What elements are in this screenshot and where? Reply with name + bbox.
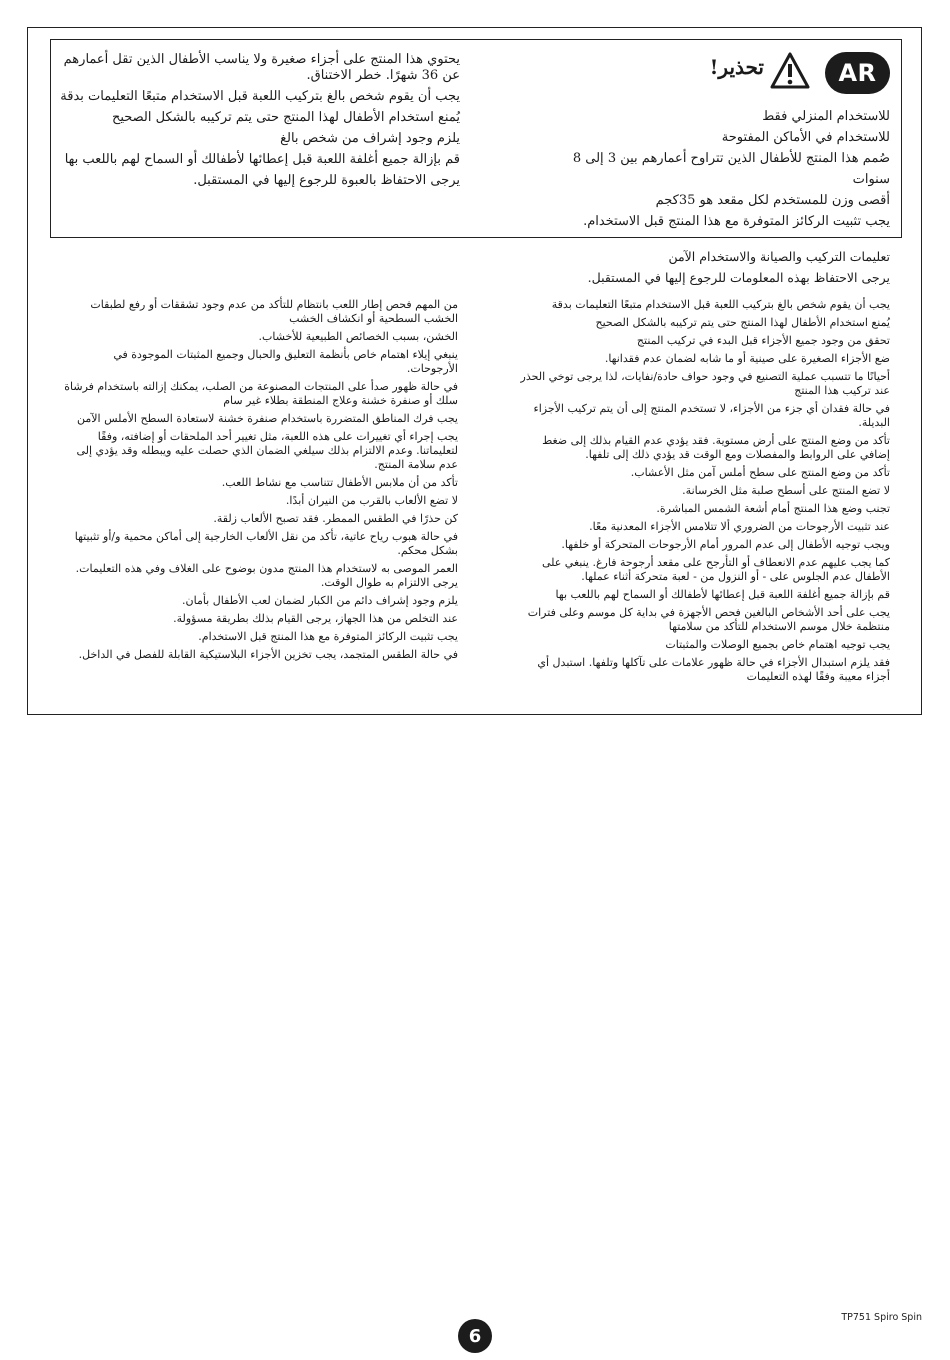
- list-item: العمر الموصى به لاستخدام هذا المنتج مدون بوضوح على الغلاف وفي هذه التعليمات. يرجى الالتزام به طوال الوقت.: [75, 562, 458, 589]
- warning-title: تحذير!: [709, 55, 764, 79]
- list-item: يُمنع استخدام الأطفال لهذا المنتج حتى يتم تركيبه بالشكل الصحيح: [111, 110, 460, 125]
- list-item: يلزم وجود إشراف دائم من الكبار لضمان لعب الأطفال بأمان.: [182, 594, 458, 607]
- list-item: لا تضع المنتج على أسطح صلبة مثل الخرسانة.: [682, 484, 890, 497]
- list-item: يجب أن يقوم شخص بالغ بتركيب اللعبة قبل الاستخدام متبعًا التعليمات بدقة: [60, 89, 460, 104]
- list-item: تجنب وضع هذا المنتج أمام أشعة الشمس المباشرة.: [656, 502, 890, 515]
- list-item: ينبغي إيلاء اهتمام خاص بأنظمة التعليق والحبال وجميع المثبتات الموجودة في الأرجوحات.: [113, 348, 458, 375]
- list-item: لا تضع الألعاب بالقرب من النيران أبدًا.: [285, 494, 458, 507]
- list-item: أحيانًا ما تتسبب عملية التصنيع في وجود حواف حادة/نفايات، لذا يرجى توخي الحذر عند تركيب هذا المنتج: [520, 370, 890, 397]
- list-item: يحتوي هذا المنتج على أجزاء صغيرة ولا يناسب الأطفال الذين تقل أعمارهم عن 36 شهرًا. خطر الاختناق.: [63, 52, 460, 83]
- list-item: يجب توجيه اهتمام خاص بجميع الوصلات والمثبتات: [665, 638, 890, 651]
- list-item: في حالة هبوب رياح عاتية، تأكد من نقل الألعاب الخارجية إلى أماكن محمية و/أو تثبيتها بشكل محكم.: [74, 530, 458, 557]
- warning-list-left: [60, 52, 460, 194]
- list-item: يلزم وجود إشراف من شخص بالغ: [280, 131, 460, 146]
- list-item: قم بإزالة جميع أغلفة اللعبة قبل إعطائها لأطفالك أو السماح لهم باللعب بها: [555, 588, 890, 601]
- list-item: يجب أن يقوم شخص بالغ بتركيب اللعبة قبل الاستخدام متبعًا التعليمات بدقة: [551, 298, 890, 311]
- list-item: في حالة ظهور صدأ على المنتجات المصنوعة من الصلب، يمكنك إزالته باستخدام فرشاة سلك أو صنفرة خشنة وعلاج المنطقة بطلاء غير سام: [64, 380, 458, 407]
- list-item: يجب تثبيت الركائز المتوفرة مع هذا المنتج قبل الاستخدام.: [198, 630, 458, 643]
- list-item: يجب تثبيت الركائز المتوفرة مع هذا المنتج قبل الاستخدام.: [583, 214, 890, 229]
- list-item: تحقق من وجود جميع الأجزاء قبل البدء في تركيب المنتج: [636, 334, 890, 347]
- instructions-title: تعليمات التركيب والصيانة والاستخدام الآمن: [668, 249, 890, 264]
- page-number: 6: [458, 1319, 492, 1353]
- warning-triangle-icon: [770, 52, 810, 90]
- list-item: كن حذرًا في الطقس الممطر. فقد تصبح الألعاب زلقة.: [213, 512, 458, 525]
- list-item: يجب إجراء أي تغييرات على هذه اللعبة، مثل تغيير أحد الملحقات أو إضافته، وفقًا لتعليماتنا. وعدم الالتزام بذلك سيلغي الضمان الذي حصلت عليه ويبطله وقد يؤدي إلى عدم سلامة المنتج.: [76, 430, 458, 471]
- list-item: تأكد من وضع المنتج على أرض مستوية. فقد يؤدي عدم القيام بذلك إلى ضغط إضافي على الروابط والمفصلات ومع الوقت قد يؤدي ذلك إلى تلفها.: [542, 434, 890, 461]
- list-item: يجب فرك المناطق المتضررة باستخدام صنفرة خشنة لاستعادة السطح الأملس الآمن: [77, 412, 458, 425]
- instructions-list-left: [60, 298, 458, 666]
- list-item: يرجى الاحتفاظ بالعبوة للرجوع إليها في المستقبل.: [193, 173, 460, 188]
- list-item: تأكد من أن ملابس الأطفال تتناسب مع نشاط اللعب.: [221, 476, 458, 489]
- list-item: عند تثبيت الأرجوحات من الضروري ألا تتلامس الأجزاء المعدنية معًا.: [589, 520, 890, 533]
- list-item: في حالة فقدان أي جزء من الأجزاء، لا تستخدم المنتج إلى أن يتم تركيب الأجزاء البديلة.: [533, 402, 890, 429]
- footer-model: TP751 Spiro Spin: [841, 1312, 922, 1323]
- list-item: قم بإزالة جميع أغلفة اللعبة قبل إعطائها لأطفالك أو السماح لهم باللعب بها: [64, 152, 460, 167]
- instructions-subtitle: يرجى الاحتفاظ بهذه المعلومات للرجوع إليها في المستقبل.: [587, 270, 890, 285]
- list-item: ضع الأجزاء الصغيرة على صينية أو ما شابه لضمان عدم فقدانها.: [604, 352, 890, 365]
- list-item: عند التخلص من هذا الجهاز، يرجى القيام بذلك بطريقة مسؤولة.: [173, 612, 458, 625]
- list-item: ويجب توجيه الأطفال إلى عدم المرور أمام الأرجوحات المتحركة أو خلفها.: [561, 538, 890, 551]
- list-item: صُمم هذا المنتج للأطفال الذين تتراوح أعمارهم بين 3 إلى 8 سنوات: [572, 151, 890, 187]
- list-item: يُمنع استخدام الأطفال لهذا المنتج حتى يتم تركيبه بالشكل الصحيح: [595, 316, 890, 329]
- list-item: أقصى وزن للمستخدم لكل مقعد هو 35كجم: [655, 193, 890, 208]
- list-item: الخشن، بسبب الخصائص الطبيعية للأخشاب.: [258, 330, 458, 343]
- list-item: يجب على أحد الأشخاص البالغين فحص الأجهزة في بداية كل موسم وعلى فترات منتظمة خلال موسم الاستخدام للتأكد من سلامتها: [527, 606, 890, 633]
- list-item: فقد يلزم استبدال الأجزاء في حالة ظهور علامات على تآكلها وتلفها. استبدل أي أجزاء معيبة وفقًا لهذه التعليمات: [537, 656, 890, 683]
- warning-list-right: [560, 106, 890, 232]
- instructions-list-right: [510, 298, 890, 688]
- language-badge: AR: [825, 52, 890, 94]
- list-item: للاستخدام المنزلي فقط: [762, 109, 890, 124]
- list-item: في حالة الطقس المتجمد، يجب تخزين الأجزاء البلاستيكية القابلة للفصل في الداخل.: [78, 648, 458, 661]
- list-item: تأكد من وضع المنتج على سطح أملس آمن مثل الأعشاب.: [630, 466, 890, 479]
- list-item: كما يجب عليهم عدم الانعطاف أو التأرجح على مقعد أرجوحة فارغ. ينبغي على الأطفال عدم الجلوس على - أو النزول من - لعبة متحركة أثناء عملها.: [541, 556, 890, 583]
- list-item: للاستخدام في الأماكن المفتوحة: [721, 130, 890, 145]
- list-item: من المهم فحص إطار اللعب بانتظام للتأكد من عدم وجود تشققات أو رفع لطبقات الخشب السطحية أو انكشاف الخشب: [90, 298, 458, 325]
